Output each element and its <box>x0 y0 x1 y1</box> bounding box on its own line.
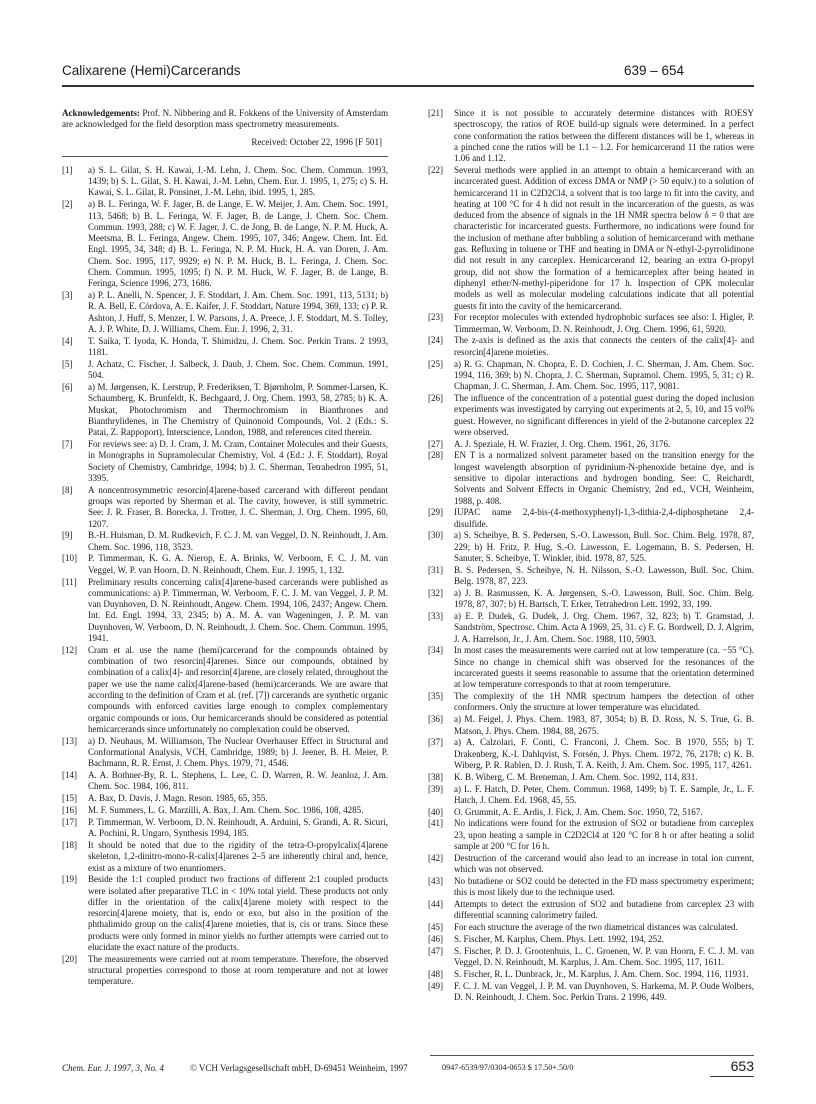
reference-item <box>428 450 754 506</box>
reference-item <box>428 772 754 783</box>
acknowledgements <box>62 108 388 131</box>
reference-item <box>428 312 754 335</box>
reference-text: S. Fischer, R. L. Dunbrack, Jr., M. Karplus, J. Am. Chem. Soc. 1994, 116, 11931. <box>454 968 749 979</box>
reference-text: Destruction of the carcerand would also lead to an increase in total ion current, which was not observed. <box>454 852 754 875</box>
reference-item <box>62 577 388 645</box>
reference-text: P. Timmerman, K. G. A. Nierop, E. A. Brinks, W. Verboom, F. C. J. M. van Veggel, W. P. van Hoorn, D. N. Reinhoudt, Chem. Eur. J. 1995, 1, 132. <box>88 553 388 575</box>
reference-text: B. S. Pedersen, S. Scheibye, N. H. Nilsson, S.-O. Lawesson, Bull. Soc. Chim. Belg. 1978, 87, 223. <box>454 564 754 587</box>
reference-number: [23] <box>428 312 444 323</box>
footer-rule <box>430 1055 754 1056</box>
reference-text: Preliminary results concerning calix[4]arene-based carcerands were published as communications: a) P. Timmerman, W. Verboom, F. C. J. M. van Veggel, J. P. M. van Duynhoven, D. N. Reinhoudt, Angew. Chem. 1994, 106, 2437; Angew. Chem. Int. Ed. Engl. 1994, 33, 2345; b) A. M. A. van Wageningen, J. P. M. van Duynhoven, W. Verboom, D. N. Reinhoudt, J. Chem. Soc. Chem. Commun. 1995, 1941. <box>88 576 388 644</box>
reference-item <box>62 382 388 438</box>
reference-item <box>62 359 388 382</box>
reference-number: [38] <box>428 771 444 782</box>
reference-item <box>428 335 754 358</box>
reference-text: a) S. L. Gilat, S. H. Kawai, J.-M. Lehn, J. Chem. Soc. Chem. Commun. 1993, 1439; b) S. L. Gilat, S. H. Kawai, J.-M. Lehn, Chem. Eur. J. 1995, 1, 275; c) S. H. Kawai, S. L. Gilat, R. Ponsinet, J.-M. Lehn, ibid. 1995, 1, 285. <box>88 164 388 198</box>
running-header-title: Calixarene (Hemi)Carcerands <box>62 63 241 78</box>
reference-item <box>428 853 754 876</box>
reference-number: [41] <box>428 818 444 829</box>
reference-number: [45] <box>428 922 444 933</box>
reference-text: O. Grummit, A. E. Ardis, J. Fick, J. Am. Chem. Soc. 1950, 72, 5167. <box>454 806 703 817</box>
reference-number: [30] <box>428 530 444 541</box>
reference-item <box>428 899 754 922</box>
reference-item <box>428 393 754 438</box>
reference-text: a) S. Scheibye, B. S. Pedersen, S.-O. Lawesson, Bull. Soc. Chim. Belg. 1978, 87, 229; b) H. Fritz, P. Hug, S.-O. Lawesson, E. Logemann, B. S. Pedersen, H. Sanuter, S. Scheibye, T. Winkler, ibid. 1978, 87, 525. <box>454 530 754 564</box>
page-number: 653 <box>730 1058 754 1074</box>
reference-number: [7] <box>62 439 73 450</box>
reference-text: Several methods were applied in an attempt to obtain a hemicarcerand with an incarcerated guest. Addition of excess DMA or NMP (> 50 equiv.) to a solution of hemicarcerand 11 in C2D2Cl4, a solvent that is too large to fit into the cavity, and heating at 100 °C for 4 h did not result in the incarceration of the guests, as was deduced from the absence of signals in the 1H NMR spectra below δ = 0 that are characteristic for incarcerated guests. Furthermore, no indications were found for the inclusion of methane after bubbling a solution of hemicarcerand with methane gas. Refluxing in toluene or THF and heating in DMA or N-ethyl-2-pyrrolidinone did not result in any carceplex. Hemicarcerand 12, bearing an extra O-propyl group, did not show the formation of a hemicarceplex after being heated in diphenyl ether/N-methyl-piperidone for 17 h. Inspection of CPK molecular models as well as molecular modeling calculations indicate that all potential guests fit into the cavity of the hemicarcerand. <box>454 164 754 311</box>
reference-number: [17] <box>62 816 78 827</box>
reference-text: a) B. L. Feringa, W. F. Jager, B. de Lange, E. W. Meijer, J. Am. Chem. Soc. 1991, 113, 5468; b) B. L. Feringa, W. F. Jager, B. de Lange, J. Chem. Soc. Chem. Commun. 1993, 288; c) W. F. Jager, J. C. de Jong, B. de Lange, N. P. M. Huck, A. Meetsma, B. L. Feringa, Angew. Chem. 1995, 107, 346; Angew. Chem. Int. Ed. Engl. 1995, 34, 348; d) B. L. Feringa, N. P. M. Huck, H. A. van Doren, J. Am. Chem. Soc. 1995, 117, 9929; e) N. P. M. Huck, B. L. Feringa, J. Chem. Soc. Chem. Commun. 1995, 1095; f) N. P. M. Huck, W. F. Jager, B. de Lange, B. Feringa, Science 1996, 273, 1686. <box>88 199 388 289</box>
reference-number: [25] <box>428 358 444 369</box>
reference-item <box>62 793 388 804</box>
reference-text: Cram et al. use the name (hemi)carcerand for the compounds obtained by combination of two resorcin[4]arenes. Since our compounds, obtained by combination of a calix[4]- and resorcin[4]arene, are closely related, throughout the paper we use the name calix[4]arene-based (hemi)carcerands. We are aware that according to the definition of Cram et al. (ref. [7]) carcerands are synthetic organic compounds with enforced cavities large enough to complex complementary organic compounds or ions. Our hemicarcerands should be considered as potential hemicarcerands since unfortunately no complexation could be observed. <box>88 644 388 734</box>
reference-number: [34] <box>428 645 444 656</box>
reference-text: For reviews see: a) D. J. Cram, J. M. Cram, Container Molecules and their Guests, in Monographs in Supramolecular Chemistry, Vol. 4 (Ed.: J. F. Stoddart), Royal Society of Chemistry, Cambridge, 1994; b) J. C. Sherman, Tetrahedron 1995, 51, 3395. <box>88 439 388 483</box>
reference-text: For each structure the average of the two diametrical distances was calculated. <box>454 922 738 933</box>
reference-item <box>428 507 754 530</box>
reference-item <box>428 439 754 450</box>
reference-number: [44] <box>428 898 444 909</box>
reference-text: a) D. Neuhaus, M. Williamson, The Nuclear Overhauser Effect in Structural and Conformational Analysis, VCH, Cambridge, 1989; b) J. Jeener, B. H. Meier, P. Bachmann, R. R. Ernst, J. Chem. Phys. 1979, 71, 4546. <box>88 735 388 769</box>
received-date: Received: October 22, 1996 [F 501] <box>251 136 382 147</box>
footer-journal: Chem. Eur. J. 1997, 3, No. 4 <box>62 1063 164 1073</box>
reference-number: [10] <box>62 553 78 564</box>
reference-text: Beside the 1:1 coupled product two fractions of different 2:1 coupled products were isolated after preparative TLC in < 10% total yield. These products not only differ in the orientation of the calix[4]arene moiety with respect to the resorcin[4]arene moiety, that is, endo or exo, but also in the position of the phthalimido group on the calix[4]arene moieties, that is, cis or trans. Since these products were only formed in minor yields no further attempts were carried out to elucidate the exact nature of the products. <box>88 874 388 953</box>
reference-number: [49] <box>428 980 444 991</box>
reference-text: No indications were found for the extrusion of SO2 or butadiene from carceplex 23, upon heating a sample in C2D2Cl4 at 120 °C for 8 h or after heating a solid sample at 200 °C for 16 h. <box>454 818 754 851</box>
reference-number: [12] <box>62 644 78 655</box>
reference-number: [33] <box>428 611 444 622</box>
references-separator <box>62 156 388 157</box>
reference-number: [14] <box>62 770 78 781</box>
reference-text: For receptor molecules with extended hydrophobic surfaces see also: I. Higler, P. Timmerman, W. Verboom, D. N. Reinhoudt, J. Org. Chem. 1996, 61, 5920. <box>454 312 754 334</box>
reference-item <box>62 199 388 289</box>
reference-number: [28] <box>428 450 444 461</box>
running-header-pages: 639 – 654 <box>623 63 684 78</box>
reference-text: T. Saika, T. Iyoda, K. Honda, T. Shimidzu, J. Chem. Soc. Perkin Trans. 2 1993, 1181. <box>88 335 388 358</box>
reference-number: [21] <box>428 108 444 118</box>
acknowledgements-label: Acknowledgements: <box>62 108 140 118</box>
reference-number: [5] <box>62 358 73 369</box>
reference-text: A. Bax, D. Davis, J. Magn. Reson. 1985, 65, 355. <box>88 793 268 804</box>
reference-number: [39] <box>428 783 444 794</box>
reference-item <box>428 588 754 611</box>
reference-number: [43] <box>428 875 444 886</box>
reference-number: [20] <box>62 953 78 964</box>
reference-number: [2] <box>62 199 73 210</box>
reference-item <box>62 336 388 359</box>
reference-number: [48] <box>428 968 444 979</box>
reference-item <box>428 946 754 969</box>
reference-item <box>428 876 754 899</box>
reference-number: [46] <box>428 933 444 944</box>
reference-item <box>428 165 754 312</box>
reference-text: P. Timmerman, W. Verboom, D. N. Reinhoudt, A. Arduini, S. Grandi, A. R. Sicuri, A. Pochini, R. Ungaro, Synthesis 1994, 185. <box>88 816 388 839</box>
reference-number: [1] <box>62 164 73 175</box>
reference-list-left <box>62 165 388 988</box>
reference-item <box>62 439 388 484</box>
reference-item <box>62 165 388 199</box>
reference-number: [22] <box>428 164 444 175</box>
reference-item <box>428 108 754 164</box>
reference-list-right <box>428 108 754 1003</box>
reference-item <box>62 290 388 335</box>
reference-item <box>428 714 754 737</box>
reference-text: It should be noted that due to the rigidity of the tetra-O-propylcalix[4]arene skeleton, 1,2-dinitro-mono-R-calix[4]arenes 2–5 are inherently chiral and, hence, exist as a mixture of two enantiomers. <box>88 839 388 873</box>
reference-item <box>428 737 754 771</box>
reference-text: a) M. Jørgensen, K. Lerstrup, P. Frederiksen, T. Bjørnholm, P. Sommer-Larsen, K. Schaumberg, K. Brunfeldt, K. Bechgaard, J. Org. Chem. 1993, 58, 2785; b) K. A. Muskat, Photochromism and Thermochromism in Bianthrones and Bianthrylidenes, in The Chemistry of Quinonoid Compounds, Vol. 2 (Eds.: S. Patai, Z. Rappoport), Interscience, London, 1988, and references cited therein. <box>88 382 388 438</box>
reference-number: [35] <box>428 691 444 702</box>
reference-text: A. A. Bothner-By, R. L. Stephens, L. Lee, C. D. Warren, R. W. Jeanloz, J. Am. Chem. Soc. 1984, 106, 811. <box>88 770 388 792</box>
reference-text: In most cases the measurements were carried out at low temperature (ca. −55 °C). Since no change in chemical shift was observed for the resonances of the incarcerated guests it seems reasonable to assume that the orientation determined at low temperature corresponds to that at room temperature. <box>454 645 754 690</box>
reference-item <box>428 359 754 393</box>
reference-text: M. F. Summers, L. G. Marzilli, A. Bax, J. Am. Chem. Soc. 1986, 108, 4285. <box>88 805 364 816</box>
reference-item <box>62 874 388 953</box>
reference-number: [37] <box>428 737 444 748</box>
reference-number: [19] <box>62 874 78 885</box>
acknowledgements-text: Prof. N. Nibbering and R. Fokkens of the University of Amsterdam are acknowledged for the field desorption mass spectrometry measurements. <box>62 108 389 130</box>
reference-item <box>62 805 388 816</box>
header-rule <box>62 85 754 87</box>
reference-item <box>428 969 754 980</box>
reference-item <box>62 645 388 735</box>
reference-item <box>428 691 754 714</box>
reference-text: EN T is a normalized solvent parameter based on the transition energy for the longest wavelength absorption of pyridinium-N-phenoxide betaine dye, and is sensitive to dipolar interactions and hydrogen bonding. See: C. Reichardt, Solvents and Solvent Effects in Organic Chemistry, 2nd ed., VCH, Weinheim, 1988, p. 408. <box>454 450 754 506</box>
right-column <box>428 108 754 1004</box>
footer-issn: 0947-6539/97/0304-0653 $ 17.50+.50/0 <box>442 1063 574 1072</box>
reference-item <box>428 530 754 564</box>
reference-number: [15] <box>62 793 78 804</box>
reference-number: [8] <box>62 484 73 495</box>
reference-number: [26] <box>428 392 444 403</box>
reference-item <box>428 645 754 690</box>
reference-text: K. B. Wiberg, C. M. Breneman, J. Am. Chem. Soc. 1992, 114, 831. <box>454 771 698 782</box>
reference-text: A. J. Speziale, H. W. Frazier, J. Org. Chem. 1961, 26, 3176. <box>454 438 671 449</box>
reference-item <box>428 922 754 933</box>
reference-number: [13] <box>62 735 78 746</box>
reference-item <box>62 736 388 770</box>
reference-text: The influence of the concentration of a potential guest during the doped inclusion experiments was investigated by carrying out experiments at 2, 5, 10, and 15 vol% guest. However, no significant differences in yield of the 2-butanone carceplex 22 were observed. <box>454 392 754 437</box>
reference-number: [36] <box>428 714 444 725</box>
reference-item <box>428 981 754 1004</box>
reference-text: F. C. J. M. van Veggel, J. P. M. van Duynhoven, S. Harkema, M. P. Oude Wolbers, D. N. Reinhoudt, J. Chem. Soc. Perkin Trans. 2 1996, 449. <box>454 980 754 1002</box>
reference-item <box>62 954 388 988</box>
reference-number: [3] <box>62 290 73 301</box>
reference-item <box>428 818 754 852</box>
reference-item <box>62 485 388 530</box>
reference-text: a) E. P. Dudek, G. Dudek, J. Org. Chem. 1967, 32, 823; b) T. Gramstad, J. Sandström, Spectrosc. Chim. Acta A 1969, 25, 31. c) F. G. Bordwell, D. J. Algrim, J. A. Harrelson, Jr., J. Am. Chem. Soc. 1988, 110, 5903. <box>454 611 754 644</box>
reference-text: S. Fischer, P. D. J. Grootenhuis, L. C. Groenen, W. P. van Hoorn, F. C. J. M. van Veggel, D. N. Reinhoudt, M. Karplus, J. Am. Chem. Soc. 1995, 117, 1611. <box>454 945 754 967</box>
reference-text: a) A. Calzolari, F. Conti, C. Franconi, J. Chem. Soc. B 1970, 555; b) T. Drakenberg, K.-I. Dahlqvist, S. Forsén, J. Phys. Chem. 1972, 76, 2178; c) K. B. Wiberg, P. R. Rablen, D. J. Rush, T. A. Keith, J. Am. Chem. Soc. 1995, 117, 4261. <box>454 737 754 770</box>
reference-text: a) L. F. Hatch, D. Peter, Chem. Commun. 1968, 1499; b) T. E. Sample, Jr., L. F. Hatch, J. Chem. Ed. 1968, 45, 55. <box>454 783 754 805</box>
footer-publisher: © VCH Verlagsgesellschaft mbH, D-69451 Weinheim, 1997 <box>190 1063 408 1073</box>
reference-number: [31] <box>428 564 444 575</box>
reference-number: [24] <box>428 335 444 346</box>
page-number-rule <box>710 1076 754 1077</box>
reference-number: [6] <box>62 382 73 393</box>
reference-text: a) M. Feigel, J. Phys. Chem. 1983, 87, 3054; b) B. D. Ross, N. S. True, G. B. Matson, J. Phys. Chem. 1984, 88, 2675. <box>454 714 754 736</box>
reference-text: The complexity of the 1H NMR spectrum hampers the detection of other conformers. Only the structure at lower temperature was elucidated. <box>454 691 754 713</box>
reference-item <box>62 553 388 576</box>
reference-item <box>62 530 388 553</box>
reference-number: [42] <box>428 852 444 863</box>
reference-item <box>62 817 388 840</box>
reference-number: [16] <box>62 805 78 816</box>
reference-number: [32] <box>428 587 444 598</box>
reference-text: B.-H. Huisman, D. M. Rudkevich, F. C. J. M. van Veggel, D. N. Reinhoudt, J. Am. Chem. Soc. 1996, 118, 3523. <box>88 530 388 552</box>
reference-item <box>428 934 754 945</box>
reference-number: [18] <box>62 839 78 850</box>
reference-number: [9] <box>62 530 73 541</box>
reference-text: The measurements were carried out at room temperature. Therefore, the observed structural properties correspond to those at room temperature and not at lower temperature. <box>88 953 388 987</box>
reference-item <box>62 840 388 874</box>
reference-text: S. Fischer, M. Karplus, Chem. Phys. Lett. 1992, 194, 252. <box>454 933 664 944</box>
reference-number: [11] <box>62 576 77 587</box>
left-column <box>62 108 388 988</box>
reference-text: J. Achatz, C. Fischer, J. Salbeck, J. Daub, J. Chem. Soc. Chem. Commun. 1991, 504. <box>88 358 388 381</box>
reference-item <box>62 770 388 793</box>
reference-text: The z-axis is defined as the axis that connects the centers of the calix[4]- and resorcin[4]arene moieties. <box>454 335 754 357</box>
reference-text: a) R. G. Chapman, N. Chopra, E. D. Cochien, J. C. Sherman, J. Am. Chem. Soc. 1994, 116, 369; b) N. Chopra, J. C. Sherman, Supramol. Chem. 1995, 5, 31; c) R. Chapman, J. C. Sherman, J. Am. Chem. Soc. 1995, 117, 9081. <box>454 358 754 392</box>
reference-text: Attempts to detect the extrusion of SO2 and butadiene from carceplex 23 with differential scanning calorimetry failed. <box>454 898 754 921</box>
reference-text: IUPAC name 2,4-bis-(4-methoxyphenyl)-1,3-dithia-2,4-diphosphetane 2,4-disulfide. <box>454 507 754 529</box>
reference-item <box>428 565 754 588</box>
reference-text: Since it is not possible to accurately determine distances with ROESY spectroscopy, the ratios of ROE build-up signals were determined. In a perfect cone conformation the ratios between the different distances will be 1, whereas in a pinched cone the ratios will be 1.1 – 1.2. For hemicarcerand 11 the ratios were 1.06 and 1.12. <box>454 108 754 164</box>
reference-text: a) J. B. Rasmussen, K. A. Jørgensen, S.-O. Lawesson, Bull. Soc. Chim. Belg. 1978, 87, 307; b) H. Bartsch, T. Erker, Tetrahedron Lett. 1992, 33, 199. <box>454 587 754 610</box>
reference-number: [40] <box>428 806 444 817</box>
reference-item <box>428 611 754 645</box>
reference-number: [47] <box>428 945 444 956</box>
reference-item <box>428 784 754 807</box>
reference-text: No butadiene or SO2 could be detected in the FD mass spectrometry experiment; this is most likely due to the technique used. <box>454 875 754 898</box>
reference-number: [29] <box>428 507 444 518</box>
reference-item <box>428 807 754 818</box>
reference-number: [27] <box>428 438 444 449</box>
reference-number: [4] <box>62 335 73 346</box>
reference-text: a) P. L. Anelli, N. Spencer, J. F. Stoddart, J. Am. Chem. Soc. 1991, 113, 5131; b) R. A. Bell, E. Córdova, A. E. Kaifer, J. F. Stoddart, Nature 1994, 369, 133; c) P. R. Ashton, J. Huff, S. Menzer, I. W. Parsons, J. A. Preece, J. F. Stoddart, M. S. Tolley, A. J. P. White, D. J. Williams, Chem. Eur. J. 1996, 2, 31. <box>88 290 388 335</box>
reference-text: A noncentrosymmetric resorcin[4]arene-based carcerand with different pendant groups was reported by Sherman et al. The cavity, however, is still symmetric. See: J. R. Fraser, B. Borecka, J. Trotter, J. C. Sherman, J. Org. Chem. 1995, 60, 1207. <box>88 484 388 529</box>
